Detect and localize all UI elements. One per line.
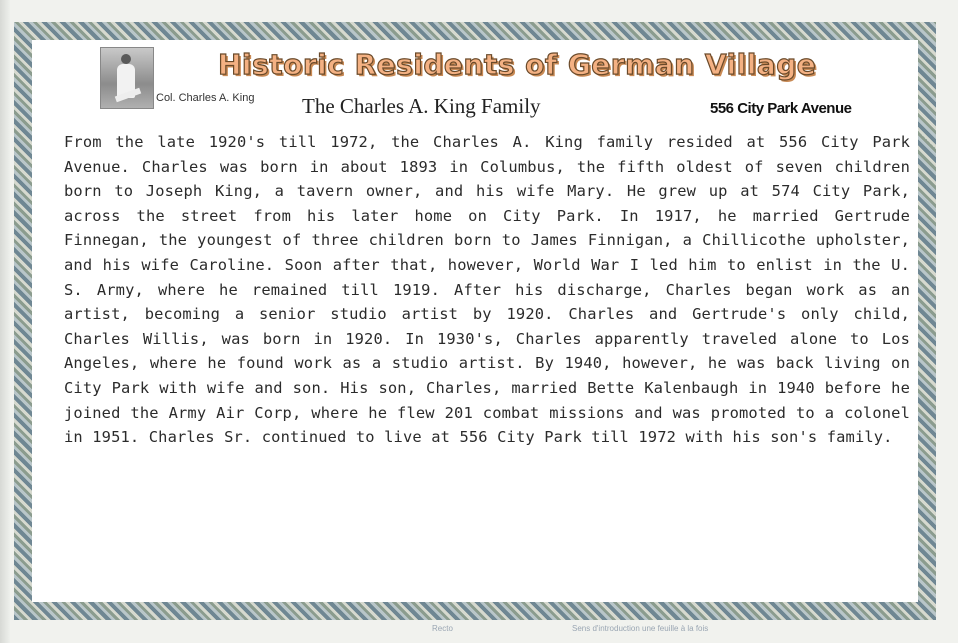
biography-text bbox=[64, 130, 910, 450]
footer-right: Sens d'introduction une feuille à la fois bbox=[572, 624, 709, 633]
portrait-photo bbox=[100, 47, 154, 109]
address-label: 556 City Park Avenue bbox=[710, 100, 852, 117]
footer-left: Recto bbox=[432, 624, 453, 633]
biography-paragraph: From the late 1920's till 1972, the Charles A. King family resided at 556 City Park Avenue. Charles was born in about 1893 in Columbus, the fifth oldest of seven children born to Joseph King, a tavern owner, and his wife Mary. He grew up at 574 City Park, across the street from his later home on City Park. In 1917, he married Gertrude Finnegan, the youngest of three children born to James Finnigan, a Chillicothe upholster, and his wife Caroline. Soon after that, however, World War I led him to enlist in the U. S. Army, where he remained till 1919. After his discharge, Charles began work as an artist, becoming a senior studio artist by 1920. Charles and Gertrude's only child, Charles Willis, was born in 1920. In 1930's, Charles apparently traveled alone to Los Angeles, where he found work as a studio artist. By 1940, however, he was back living on City Park with wife and son. His son, Charles, married Bette Kalenbaugh in 1940 before he joined the Army Air Corp, where he flew 201 combat missions and was promoted to a colonel in 1951. Charles Sr. continued to live at 556 City Park till 1972 with his son's family. bbox=[64, 133, 910, 447]
banner-title: Historic Residents of German Village bbox=[218, 48, 817, 81]
family-title: The Charles A. King Family bbox=[302, 94, 541, 118]
scan-edge bbox=[0, 0, 10, 643]
figure-head bbox=[121, 54, 131, 64]
photo-caption: Col. Charles A. King bbox=[156, 92, 255, 104]
